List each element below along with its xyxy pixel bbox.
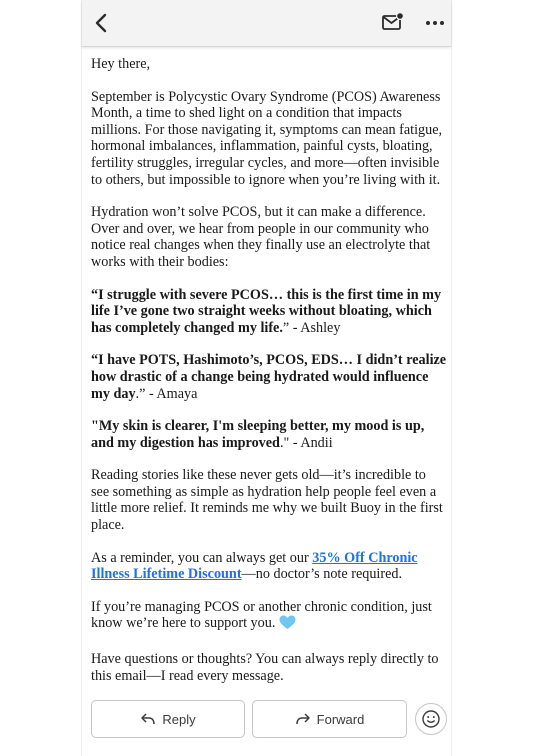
add-reaction-button[interactable] (415, 703, 447, 735)
forward-arrow-icon (295, 712, 311, 726)
reply-arrow-icon (140, 712, 156, 726)
add-reaction-icon (421, 709, 441, 729)
discount-suffix: —no doctor’s note required. (241, 566, 403, 583)
email-body (91, 56, 447, 700)
support-text: If you’re managing PCOS or another chronic condition, just know we’re here to support you. (91, 598, 432, 632)
action-footer (91, 700, 447, 738)
top-app-bar (82, 0, 451, 47)
email-page (82, 0, 451, 756)
reply-button[interactable] (91, 700, 245, 738)
forward-button[interactable] (252, 700, 407, 738)
reply-label: Reply (162, 711, 196, 727)
more-horizontal-icon (422, 10, 448, 36)
paragraph-support (91, 599, 447, 635)
testimonial-author: .” - Amaya (135, 385, 198, 402)
mail-unread-icon (380, 10, 406, 36)
testimonial-quote: "My skin is clearer, I'm sleeping better, my mood is up, and my digestion has improved (91, 418, 425, 451)
testimonial-andii (91, 418, 447, 451)
mark-unread-button[interactable] (380, 10, 406, 36)
paragraph-hydration: Hydration won’t solve PCOS, but it can make a difference. Over and over, we hear from people in our community who notice real changes when they finally use an electrolyte that works with their bodies: (91, 204, 431, 270)
paragraph-stories: Reading stories like these never gets old—it’s incredible to see something as simple as hydration help people feel even a little more relief. It reminds me why we built Buoy in the first place. (91, 467, 443, 534)
more-options-button[interactable] (422, 10, 448, 36)
back-button[interactable] (88, 9, 116, 37)
discount-prefix: As a reminder, you can always get our (91, 549, 313, 566)
greeting: Hey there, (91, 56, 151, 72)
blue-heart-icon (279, 615, 296, 635)
testimonial-author: ” - Ashley (282, 319, 341, 336)
testimonial-quote: “I struggle with severe PCOS… this is the first time in my life I’ve gone two straight weeks without bloating, which has completely changed my life. (91, 286, 442, 336)
discount-link[interactable]: 35% Off Chronic Illness Lifetime Discount (91, 549, 418, 583)
testimonial-amaya (91, 352, 447, 402)
testimonial-ashley (91, 287, 447, 337)
paragraph-questions: Have questions or thoughts? You can always reply directly to this email—I read every message. (91, 651, 439, 684)
testimonial-quote: “I have POTS, Hashimoto’s, PCOS, EDS… I didn’t realize how drastic of a change being hydrated would influence my day (91, 352, 447, 402)
paragraph-discount (91, 550, 447, 583)
paragraph-awareness: September is Polycystic Ovary Syndrome (PCOS) Awareness Month, a time to shed light on a condition that impacts millions. For those navigating it, symptoms can mean fatigue, hormonal imbalances, inflammation, painful cysts, bloating, fertility struggles, irregular cycles, and more—often invisible to others, but impossible to ignore when you’re living with it. (91, 88, 443, 188)
forward-label: Forward (316, 711, 365, 727)
testimonial-author: ." - Andii (279, 434, 333, 451)
chevron-left-icon (88, 9, 116, 37)
